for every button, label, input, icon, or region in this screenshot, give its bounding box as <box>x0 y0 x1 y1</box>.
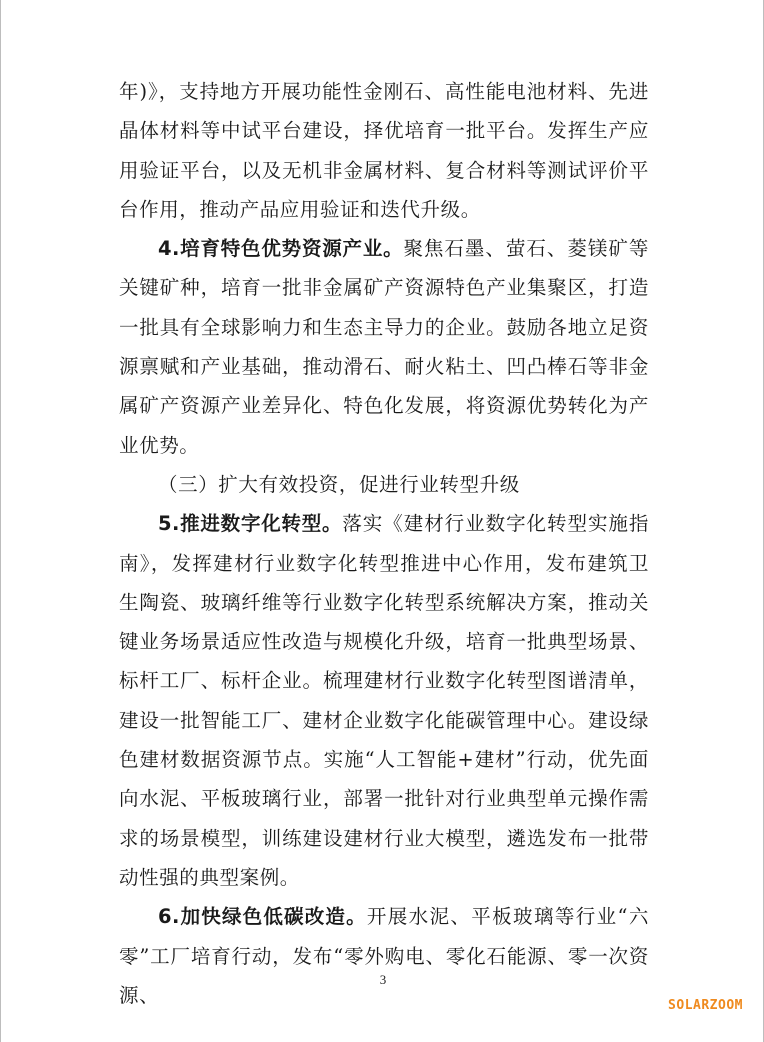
solarzoom-watermark: SOLARZOOM <box>668 998 743 1013</box>
paragraph-text: 聚焦石墨、萤石、菱镁矿等关键矿种，培育一批非金属矿产资源特色产业集聚区，打造一批具有全球影响力和生态主导力的企业。鼓励各地立足资源禀赋和产业基础，推动滑石、耐火粘土、凹凸棒石等非金属矿产资源产业差异化、特色化发展，将资源优势转化为产业优势。 <box>119 237 649 457</box>
paragraph-text: 开展水泥、平板玻璃等行业“六零”工厂培育行动，发布“零外购电、零化石能源、零一次资源、 <box>119 905 649 1007</box>
paragraph-continuation <box>119 72 649 229</box>
document-body <box>119 72 649 1015</box>
paragraph-lead: 5.推进数字化转型。 <box>158 512 343 536</box>
page-number: 3 <box>379 972 387 987</box>
paragraph-digital-transformation <box>119 504 649 897</box>
paragraph-lead: 6.加快绿色低碳改造。 <box>158 905 367 929</box>
paragraph-green-lowcarbon <box>119 897 649 1015</box>
paragraph-lead: 4.培育特色优势资源产业。 <box>158 237 404 261</box>
section-heading: （三）扩大有效投资，促进行业转型升级 <box>158 472 520 496</box>
paragraph-resource-industry <box>119 229 649 465</box>
paragraph-text: 落实《建材行业数字化转型实施指南》，发挥建材行业数字化转型推进中心作用，发布建筑卫生陶瓷、玻璃纤维等行业数字化转型系统解决方案，推动关键业务场景适应性改造与规模化升级，培育一批典型场景、标杆工厂、标杆企业。梳理建材行业数字化转型图谱清单，建设一批智能工厂、建材企业数字化能碳管理中心。建设绿色建材数据资源节点。实施“人工智能+建材”行动，优先面向水泥、平板玻璃行业，部署一批针对行业典型单元操作需求的场景模型，训练建设建材行业大模型，遴选发布一批带动性强的典型案例。 <box>119 512 649 889</box>
paragraph-text: 年)》，支持地方开展功能性金刚石、高性能电池材料、先进晶体材料等中试平台建设，择优培育一批平台。发挥生产应用验证平台，以及无机非金属材料、复合材料等测试评价平台作用，推动产品应用验证和迭代升级。 <box>119 80 649 221</box>
